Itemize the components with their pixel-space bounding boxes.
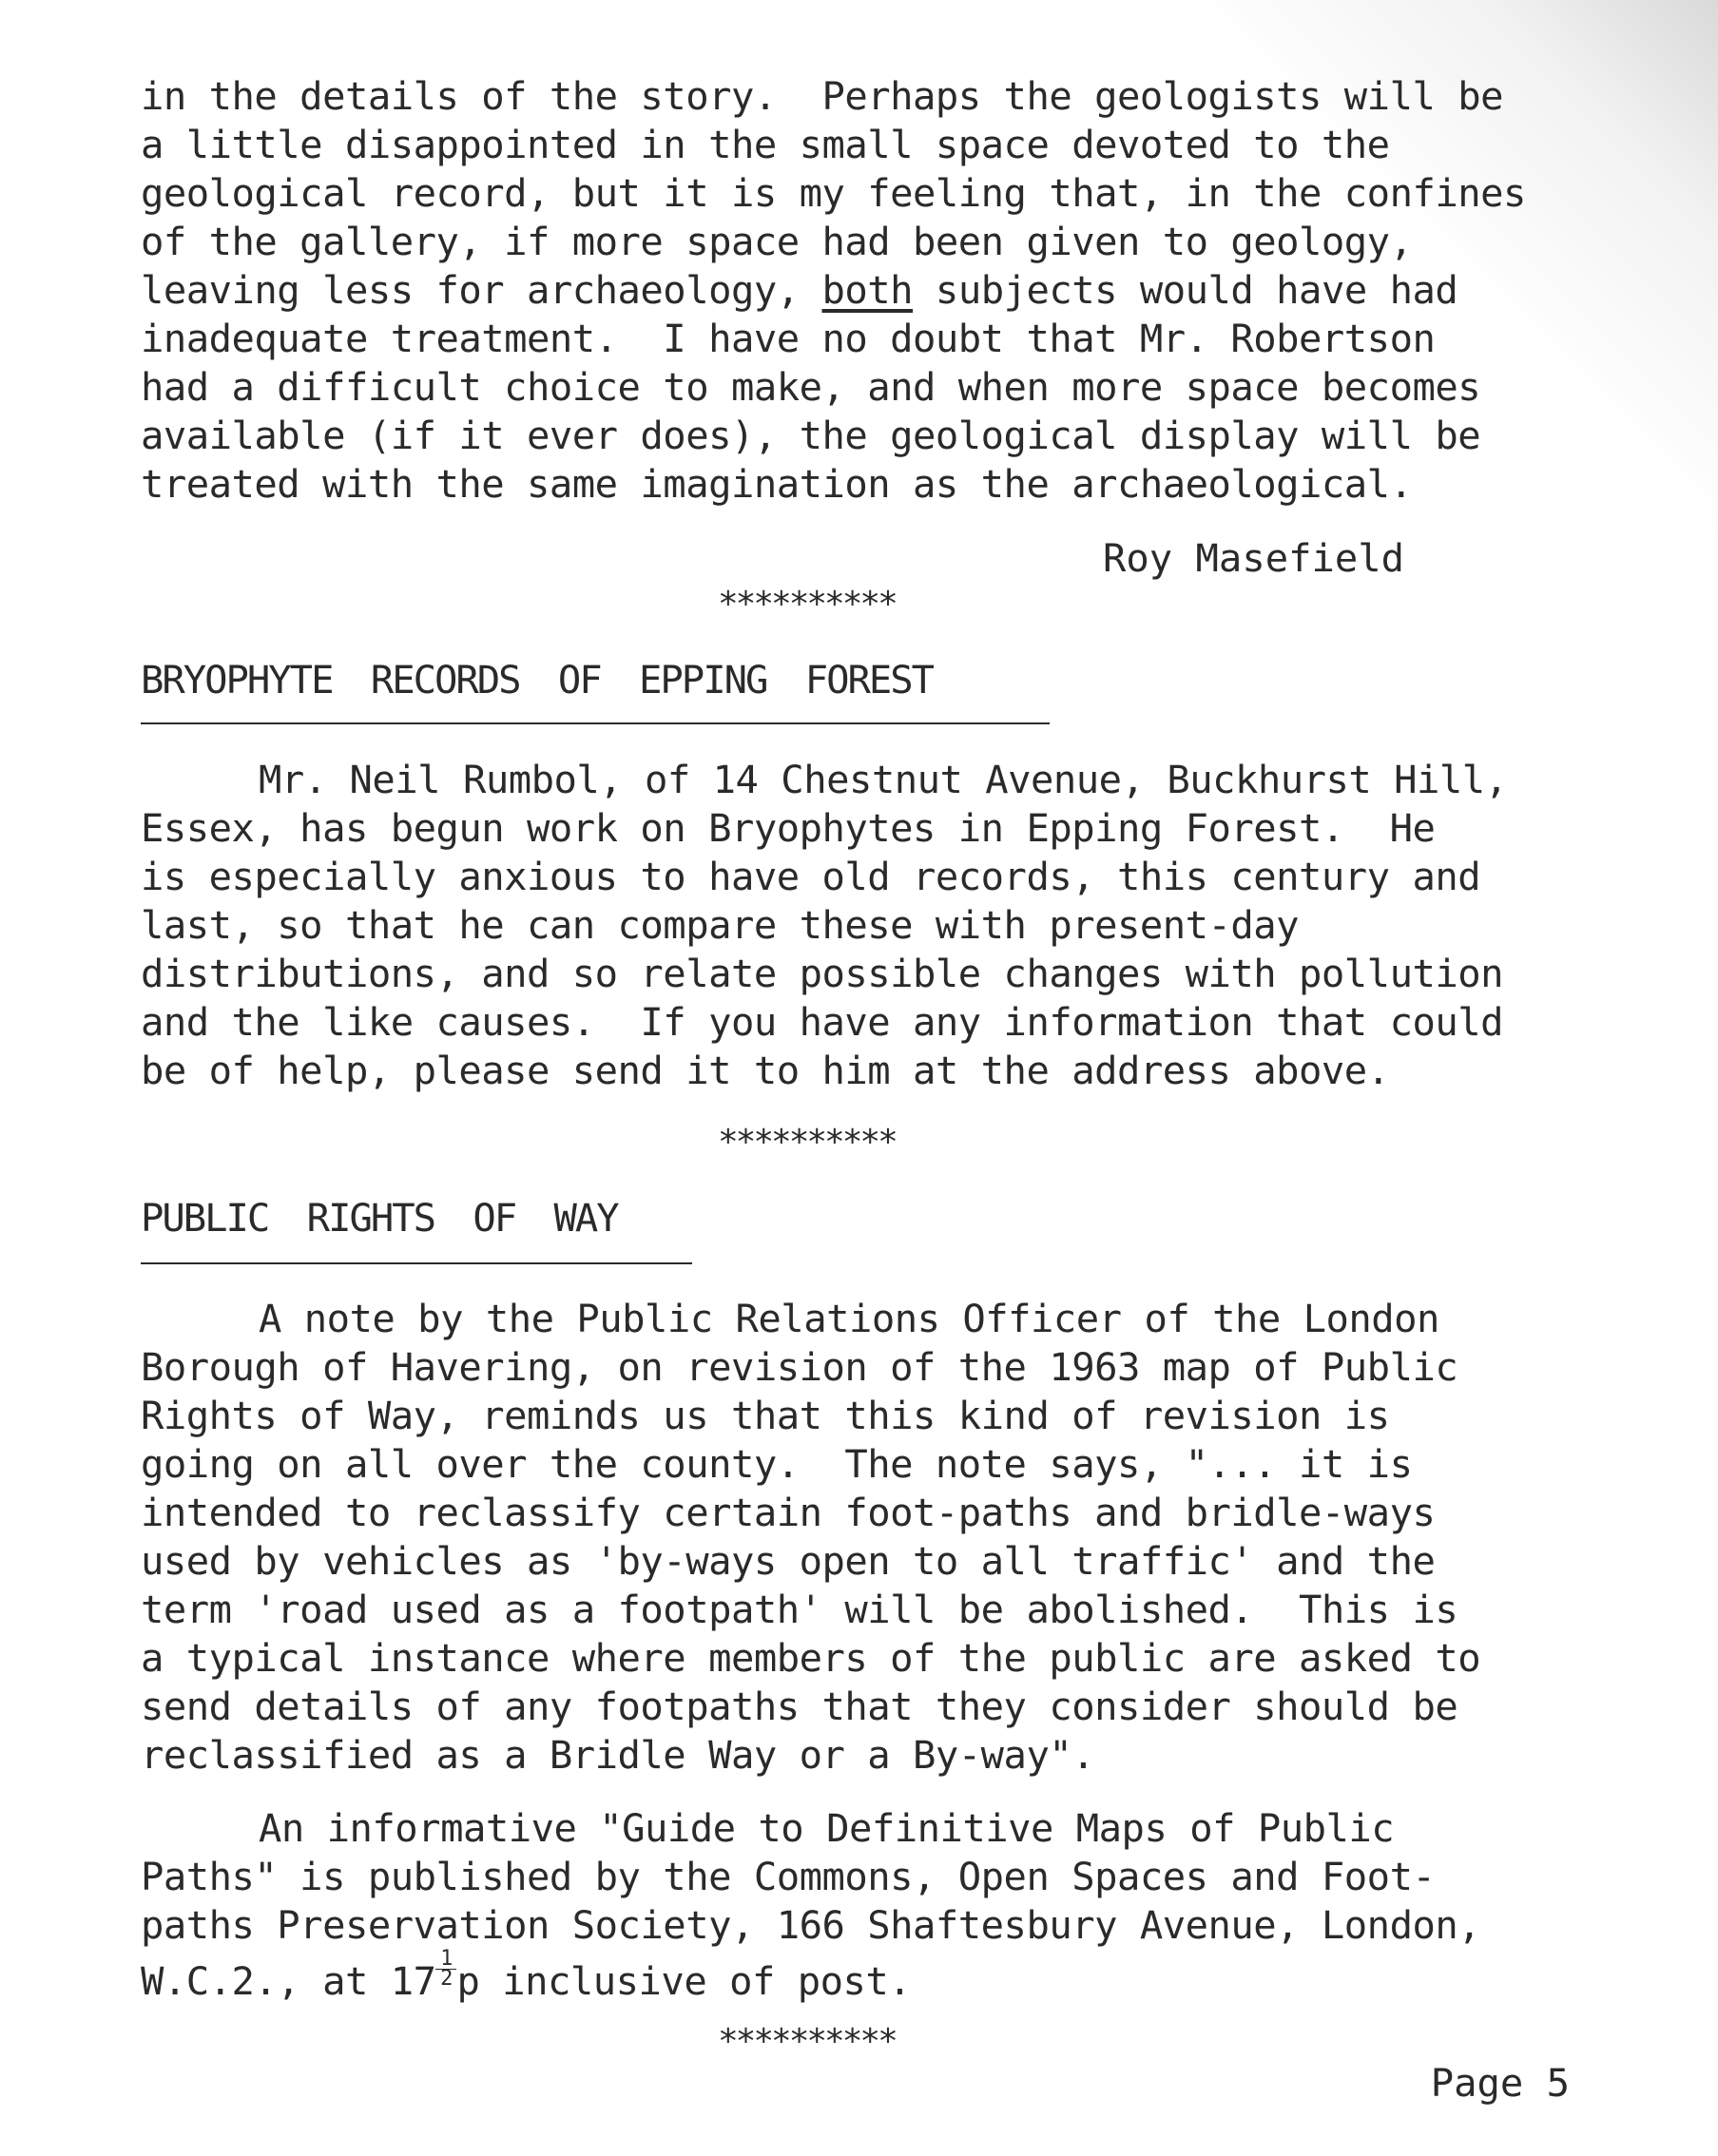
text-line: term 'road used as a footpath' will be abolished. This is	[141, 1587, 1458, 1632]
text-line: available (if it ever does), the geological display will be	[141, 413, 1481, 458]
text-line: inadequate treatment. I have no doubt that Mr. Robertson	[141, 316, 1436, 361]
text-line: Paths" is published by the Commons, Open Spaces and Foot-	[141, 1854, 1436, 1899]
text-line: used by vehicles as 'by-ways open to all traffic' and the	[141, 1538, 1436, 1584]
text-segment: p inclusive of post.	[456, 1958, 912, 2004]
section-separator: **********	[718, 585, 896, 624]
text-line: be of help, please send it to him at the address above.	[141, 1048, 1390, 1093]
text-line: Rights of Way, reminds us that this kind of revision is	[141, 1393, 1390, 1438]
text-line: and the like causes. If you have any information that could	[141, 999, 1503, 1045]
heading-rule	[141, 722, 1050, 724]
text-line: geological record, but it is my feeling that, in the confines	[141, 170, 1526, 216]
section-separator: **********	[718, 2022, 896, 2061]
text-segment: subjects would have had	[913, 267, 1458, 313]
text-segment: W.C.2., at 17	[141, 1958, 436, 2004]
text-line	[141, 1947, 912, 2006]
text-line: distributions, and so relate possible changes with pollution	[141, 951, 1503, 996]
text-line: last, so that he can compare these with present-day	[141, 902, 1300, 948]
author-signature: Roy Masefield	[1103, 535, 1404, 581]
text-line: paths Preservation Society, 166 Shaftesbury Avenue, London,	[141, 1902, 1481, 1948]
page-number: Page 5	[1430, 2060, 1570, 2106]
section-heading: PUBLIC RIGHTS OF WAY	[141, 1195, 618, 1241]
fraction-half	[435, 1947, 456, 1991]
text-line: send details of any footpaths that they consider should be	[141, 1684, 1458, 1729]
text-line: a little disappointed in the small space devoted to the	[141, 122, 1390, 167]
text-line: of the gallery, if more space had been given to geology,	[141, 219, 1413, 264]
text-line: intended to reclassify certain foot-paths and bridle-ways	[141, 1490, 1436, 1535]
text-line: is especially anxious to have old records, this century and	[141, 854, 1481, 899]
text-line: treated with the same imagination as the archaeological.	[141, 461, 1413, 507]
text-line: Borough of Havering, on revision of the 1963 map of Public	[141, 1344, 1458, 1390]
fraction-denominator: 2	[440, 1967, 453, 1991]
text-line: going on all over the county. The note says, "... it is	[141, 1441, 1413, 1487]
text-line: Mr. Neil Rumbol, of 14 Chestnut Avenue, Buckhurst Hill,	[259, 757, 1508, 802]
text-line: reclassified as a Bridle Way or a By-way".	[141, 1732, 1095, 1778]
text-line: An informative "Guide to Definitive Maps of Public	[259, 1805, 1395, 1851]
text-line: Essex, has begun work on Bryophytes in Epping Forest. He	[141, 805, 1436, 851]
text-segment: leaving less for archaeology,	[141, 267, 822, 313]
heading-rule	[141, 1262, 692, 1264]
fraction-numerator: 1	[435, 1950, 456, 1970]
text-line: in the details of the story. Perhaps the geologists will be	[141, 73, 1503, 119]
text-line	[141, 266, 1457, 315]
text-line: had a difficult choice to make, and when more space becomes	[141, 364, 1481, 410]
section-separator: **********	[718, 1123, 896, 1162]
text-line: a typical instance where members of the public are asked to	[141, 1635, 1481, 1681]
underlined-word: both	[821, 267, 914, 313]
text-line: A note by the Public Relations Officer of the London	[259, 1296, 1439, 1341]
section-heading: BRYOPHYTE RECORDS OF EPPING FOREST	[141, 657, 934, 703]
